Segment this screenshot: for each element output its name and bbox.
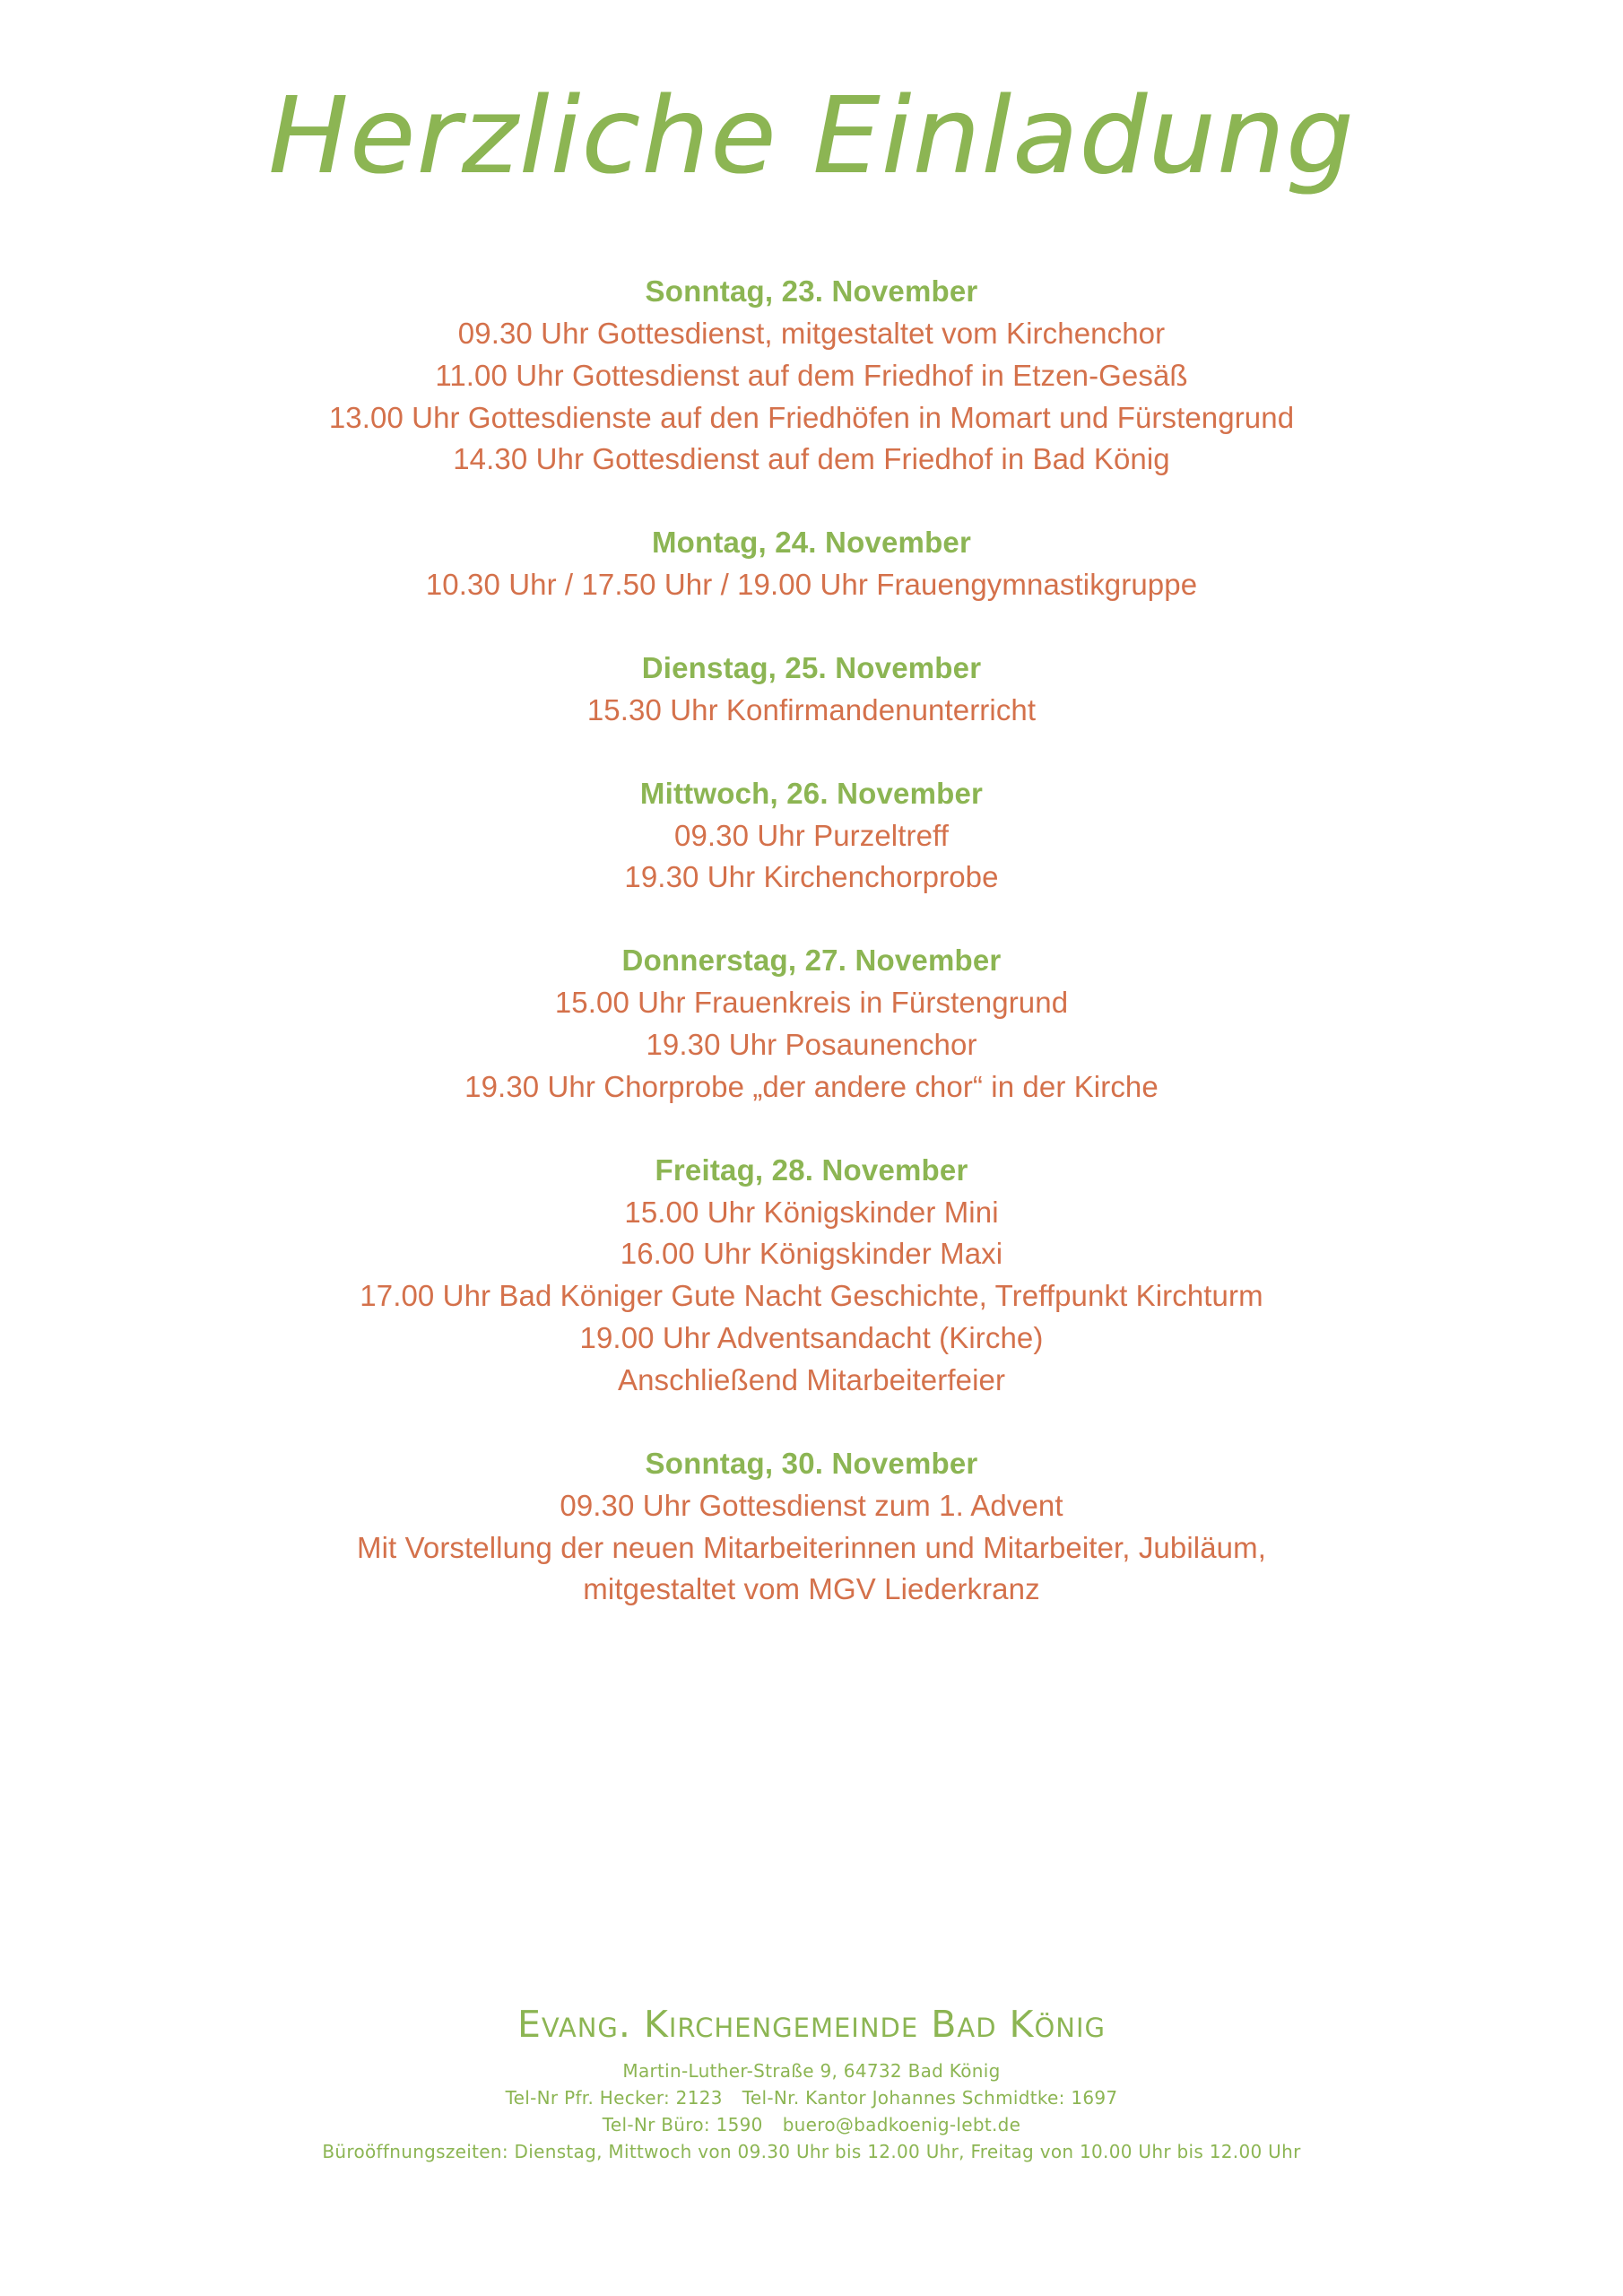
email-address[interactable]: buero@badkoenig-lebt.de [782, 2114, 1021, 2135]
day-line: 11.00 Uhr Gottesdienst auf dem Friedhof in Etzen-Gesäß [435, 358, 1188, 392]
day-title: Donnerstag, 27. November [621, 944, 1002, 978]
footer [0, 2003, 1623, 2165]
day-line: 10.30 Uhr / 17.50 Uhr / 19.00 Uhr Frauengymnastikgruppe [425, 568, 1198, 602]
day-block [0, 940, 1623, 1108]
day-line: 19.30 Uhr Posaunenchor [646, 1028, 977, 1062]
day-block [0, 773, 1623, 900]
day-line: 09.30 Uhr Purzeltreff [674, 818, 949, 852]
day-title: Mittwoch, 26. November [639, 776, 984, 810]
day-block [0, 271, 1623, 481]
day-line: 15.00 Uhr Frauenkreis in Fürstengrund [554, 986, 1069, 1020]
day-line: 19.30 Uhr Kirchenchorprobe [624, 860, 999, 894]
page-title: Herzliche Einladung [268, 74, 1355, 197]
day-line: Mit Vorstellung der neuen Mitarbeiterinnen und Mitarbeiter, Jubiläum, [357, 1530, 1266, 1564]
day-title: Dienstag, 25. November [641, 651, 982, 685]
day-line: 14.30 Uhr Gottesdienst auf dem Friedhof in Bad König [453, 442, 1170, 476]
day-block [0, 1443, 1623, 1611]
day-line: 15.00 Uhr Königskinder Mini [624, 1195, 999, 1229]
phone-pastor: Tel-Nr Pfr. Hecker: 2123 [505, 2087, 723, 2109]
day-line: Anschließend Mitarbeiterfeier [617, 1363, 1006, 1397]
day-title: Montag, 24. November [651, 526, 972, 560]
day-line: 13.00 Uhr Gottesdienste auf den Friedhöfen in Momart und Fürstengrund [328, 400, 1295, 434]
organisation-name: Evang. Kirchengemeinde Bad König [516, 2002, 1106, 2046]
day-block [0, 522, 1623, 606]
footer-address: Martin-Luther-Straße 9, 64732 Bad König [622, 2060, 1001, 2082]
phone-office: Tel-Nr Büro: 1590 [602, 2114, 763, 2135]
day-line: 16.00 Uhr Königskinder Maxi [620, 1237, 1003, 1271]
office-hours: Büroöffnungszeiten: Dienstag, Mittwoch von 09.30 Uhr bis 12.00 Uhr, Freitag von 10.00 Uhr bis 12.00 Uhr [322, 2141, 1301, 2162]
footer-office-row [0, 2111, 1623, 2138]
day-line: 09.30 Uhr Gottesdienst zum 1. Advent [560, 1488, 1063, 1522]
day-block [0, 1150, 1623, 1402]
day-line: mitgestaltet vom MGV Liederkranz [583, 1572, 1040, 1606]
day-line: 19.00 Uhr Adventsandacht (Kirche) [579, 1321, 1044, 1355]
day-line: 09.30 Uhr Gottesdienst, mitgestaltet vom Kirchenchor [457, 316, 1166, 350]
phone-cantor: Tel-Nr. Kantor Johannes Schmidtke: 1697 [742, 2087, 1118, 2109]
schedule-list [0, 271, 1623, 1611]
day-line: 19.30 Uhr Chorprobe „der andere chor“ in der Kirche [464, 1069, 1159, 1103]
day-line: 17.00 Uhr Bad Königer Gute Nacht Geschichte, Treffpunkt Kirchturm [360, 1279, 1263, 1313]
day-line: 15.30 Uhr Konfirmandenunterricht [586, 692, 1037, 726]
footer-phones-row [0, 2084, 1623, 2111]
day-title: Freitag, 28. November [655, 1152, 968, 1187]
day-block [0, 648, 1623, 732]
day-title: Sonntag, 30. November [645, 1446, 978, 1480]
day-title: Sonntag, 23. November [645, 274, 978, 308]
